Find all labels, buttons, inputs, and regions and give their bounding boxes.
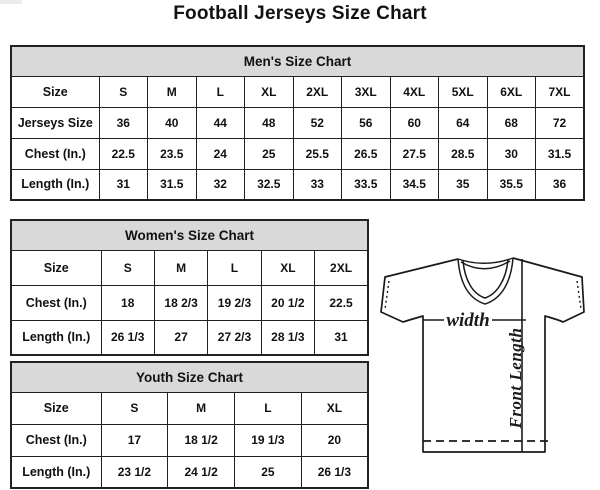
mens-size-chart [10, 45, 585, 201]
row-header-cell: Size [11, 392, 101, 424]
value-cell: 18 [101, 285, 154, 320]
value-cell: 35 [439, 169, 488, 200]
table-row [11, 392, 368, 424]
jersey-diagram-icon [376, 248, 588, 460]
value-cell: 56 [342, 107, 391, 138]
cuff-stitch-right [577, 281, 581, 309]
table-row [11, 250, 368, 285]
row-header-cell: Size [11, 76, 99, 107]
width-label: width [446, 310, 490, 331]
table-title-row [11, 220, 368, 250]
value-cell: 35.5 [487, 169, 536, 200]
jersey-measurement-diagram [376, 248, 588, 460]
value-cell: 4XL [390, 76, 439, 107]
value-cell: 32 [196, 169, 245, 200]
value-cell: 32.5 [245, 169, 294, 200]
table-row [11, 424, 368, 456]
value-cell: 2XL [315, 250, 368, 285]
value-cell: 52 [293, 107, 342, 138]
value-cell: 22.5 [315, 285, 368, 320]
value-cell: 26 1/3 [101, 320, 154, 355]
value-cell: 5XL [439, 76, 488, 107]
value-cell: 24 1/2 [168, 456, 235, 488]
value-cell: XL [261, 250, 314, 285]
value-cell: 44 [196, 107, 245, 138]
value-cell: L [196, 76, 245, 107]
cuff-stitch-left [385, 281, 389, 309]
value-cell: 31.5 [536, 138, 585, 169]
value-cell: 27.5 [390, 138, 439, 169]
row-header-cell: Length (In.) [11, 320, 101, 355]
value-cell: 31.5 [148, 169, 197, 200]
value-cell: 72 [536, 107, 585, 138]
value-cell: XL [301, 392, 368, 424]
value-cell: 64 [439, 107, 488, 138]
row-header-cell: Size [11, 250, 101, 285]
value-cell: 26 1/3 [301, 456, 368, 488]
value-cell: 30 [487, 138, 536, 169]
front-length-label: Front Length [506, 327, 525, 429]
value-cell: M [148, 76, 197, 107]
table-title-row [11, 46, 584, 76]
value-cell: L [208, 250, 261, 285]
value-cell: 27 [154, 320, 207, 355]
value-cell: 19 2/3 [208, 285, 261, 320]
value-cell: 40 [148, 107, 197, 138]
value-cell: 31 [315, 320, 368, 355]
row-header-cell: Chest (In.) [11, 138, 99, 169]
value-cell: 22.5 [99, 138, 148, 169]
value-cell: 18 1/2 [168, 424, 235, 456]
jersey-outline [381, 258, 584, 452]
row-header-cell: Length (In.) [11, 456, 101, 488]
row-header-cell: Chest (In.) [11, 424, 101, 456]
value-cell: M [168, 392, 235, 424]
value-cell: 31 [99, 169, 148, 200]
table-title: Men's Size Chart [11, 46, 584, 76]
size-table [10, 219, 369, 356]
value-cell: 27 2/3 [208, 320, 261, 355]
womens-size-chart [10, 219, 369, 356]
value-cell: 34.5 [390, 169, 439, 200]
value-cell: 23.5 [148, 138, 197, 169]
value-cell: 33 [293, 169, 342, 200]
value-cell: 18 2/3 [154, 285, 207, 320]
table-row [11, 76, 584, 107]
value-cell: 33.5 [342, 169, 391, 200]
table-title-row [11, 362, 368, 392]
value-cell: 28 1/3 [261, 320, 314, 355]
table-row [11, 169, 584, 200]
value-cell: 36 [536, 169, 585, 200]
value-cell: 60 [390, 107, 439, 138]
value-cell: 7XL [536, 76, 585, 107]
table-row [11, 456, 368, 488]
value-cell: 25.5 [293, 138, 342, 169]
row-header-cell: Chest (In.) [11, 285, 101, 320]
value-cell: 68 [487, 107, 536, 138]
value-cell: 20 [301, 424, 368, 456]
row-header-cell: Jerseys Size [11, 107, 99, 138]
value-cell: 3XL [342, 76, 391, 107]
table-title: Women's Size Chart [11, 220, 368, 250]
table-row [11, 138, 584, 169]
size-table [10, 361, 369, 489]
table-row [11, 285, 368, 320]
youth-size-chart [10, 361, 369, 489]
value-cell: 25 [245, 138, 294, 169]
value-cell: 25 [235, 456, 302, 488]
table-row [11, 320, 368, 355]
table-title: Youth Size Chart [11, 362, 368, 392]
value-cell: 2XL [293, 76, 342, 107]
row-header-cell: Length (In.) [11, 169, 99, 200]
page-title: Football Jerseys Size Chart [173, 3, 427, 24]
value-cell: 48 [245, 107, 294, 138]
value-cell: 23 1/2 [101, 456, 168, 488]
collar-back-arc [458, 258, 513, 269]
value-cell: 20 1/2 [261, 285, 314, 320]
value-cell: XL [245, 76, 294, 107]
value-cell: 36 [99, 107, 148, 138]
value-cell: 6XL [487, 76, 536, 107]
value-cell: S [99, 76, 148, 107]
value-cell: 24 [196, 138, 245, 169]
table-row [11, 107, 584, 138]
value-cell: M [154, 250, 207, 285]
size-table [10, 45, 585, 201]
value-cell: 28.5 [439, 138, 488, 169]
value-cell: S [101, 250, 154, 285]
value-cell: 17 [101, 424, 168, 456]
value-cell: S [101, 392, 168, 424]
value-cell: L [235, 392, 302, 424]
value-cell: 26.5 [342, 138, 391, 169]
value-cell: 19 1/3 [235, 424, 302, 456]
